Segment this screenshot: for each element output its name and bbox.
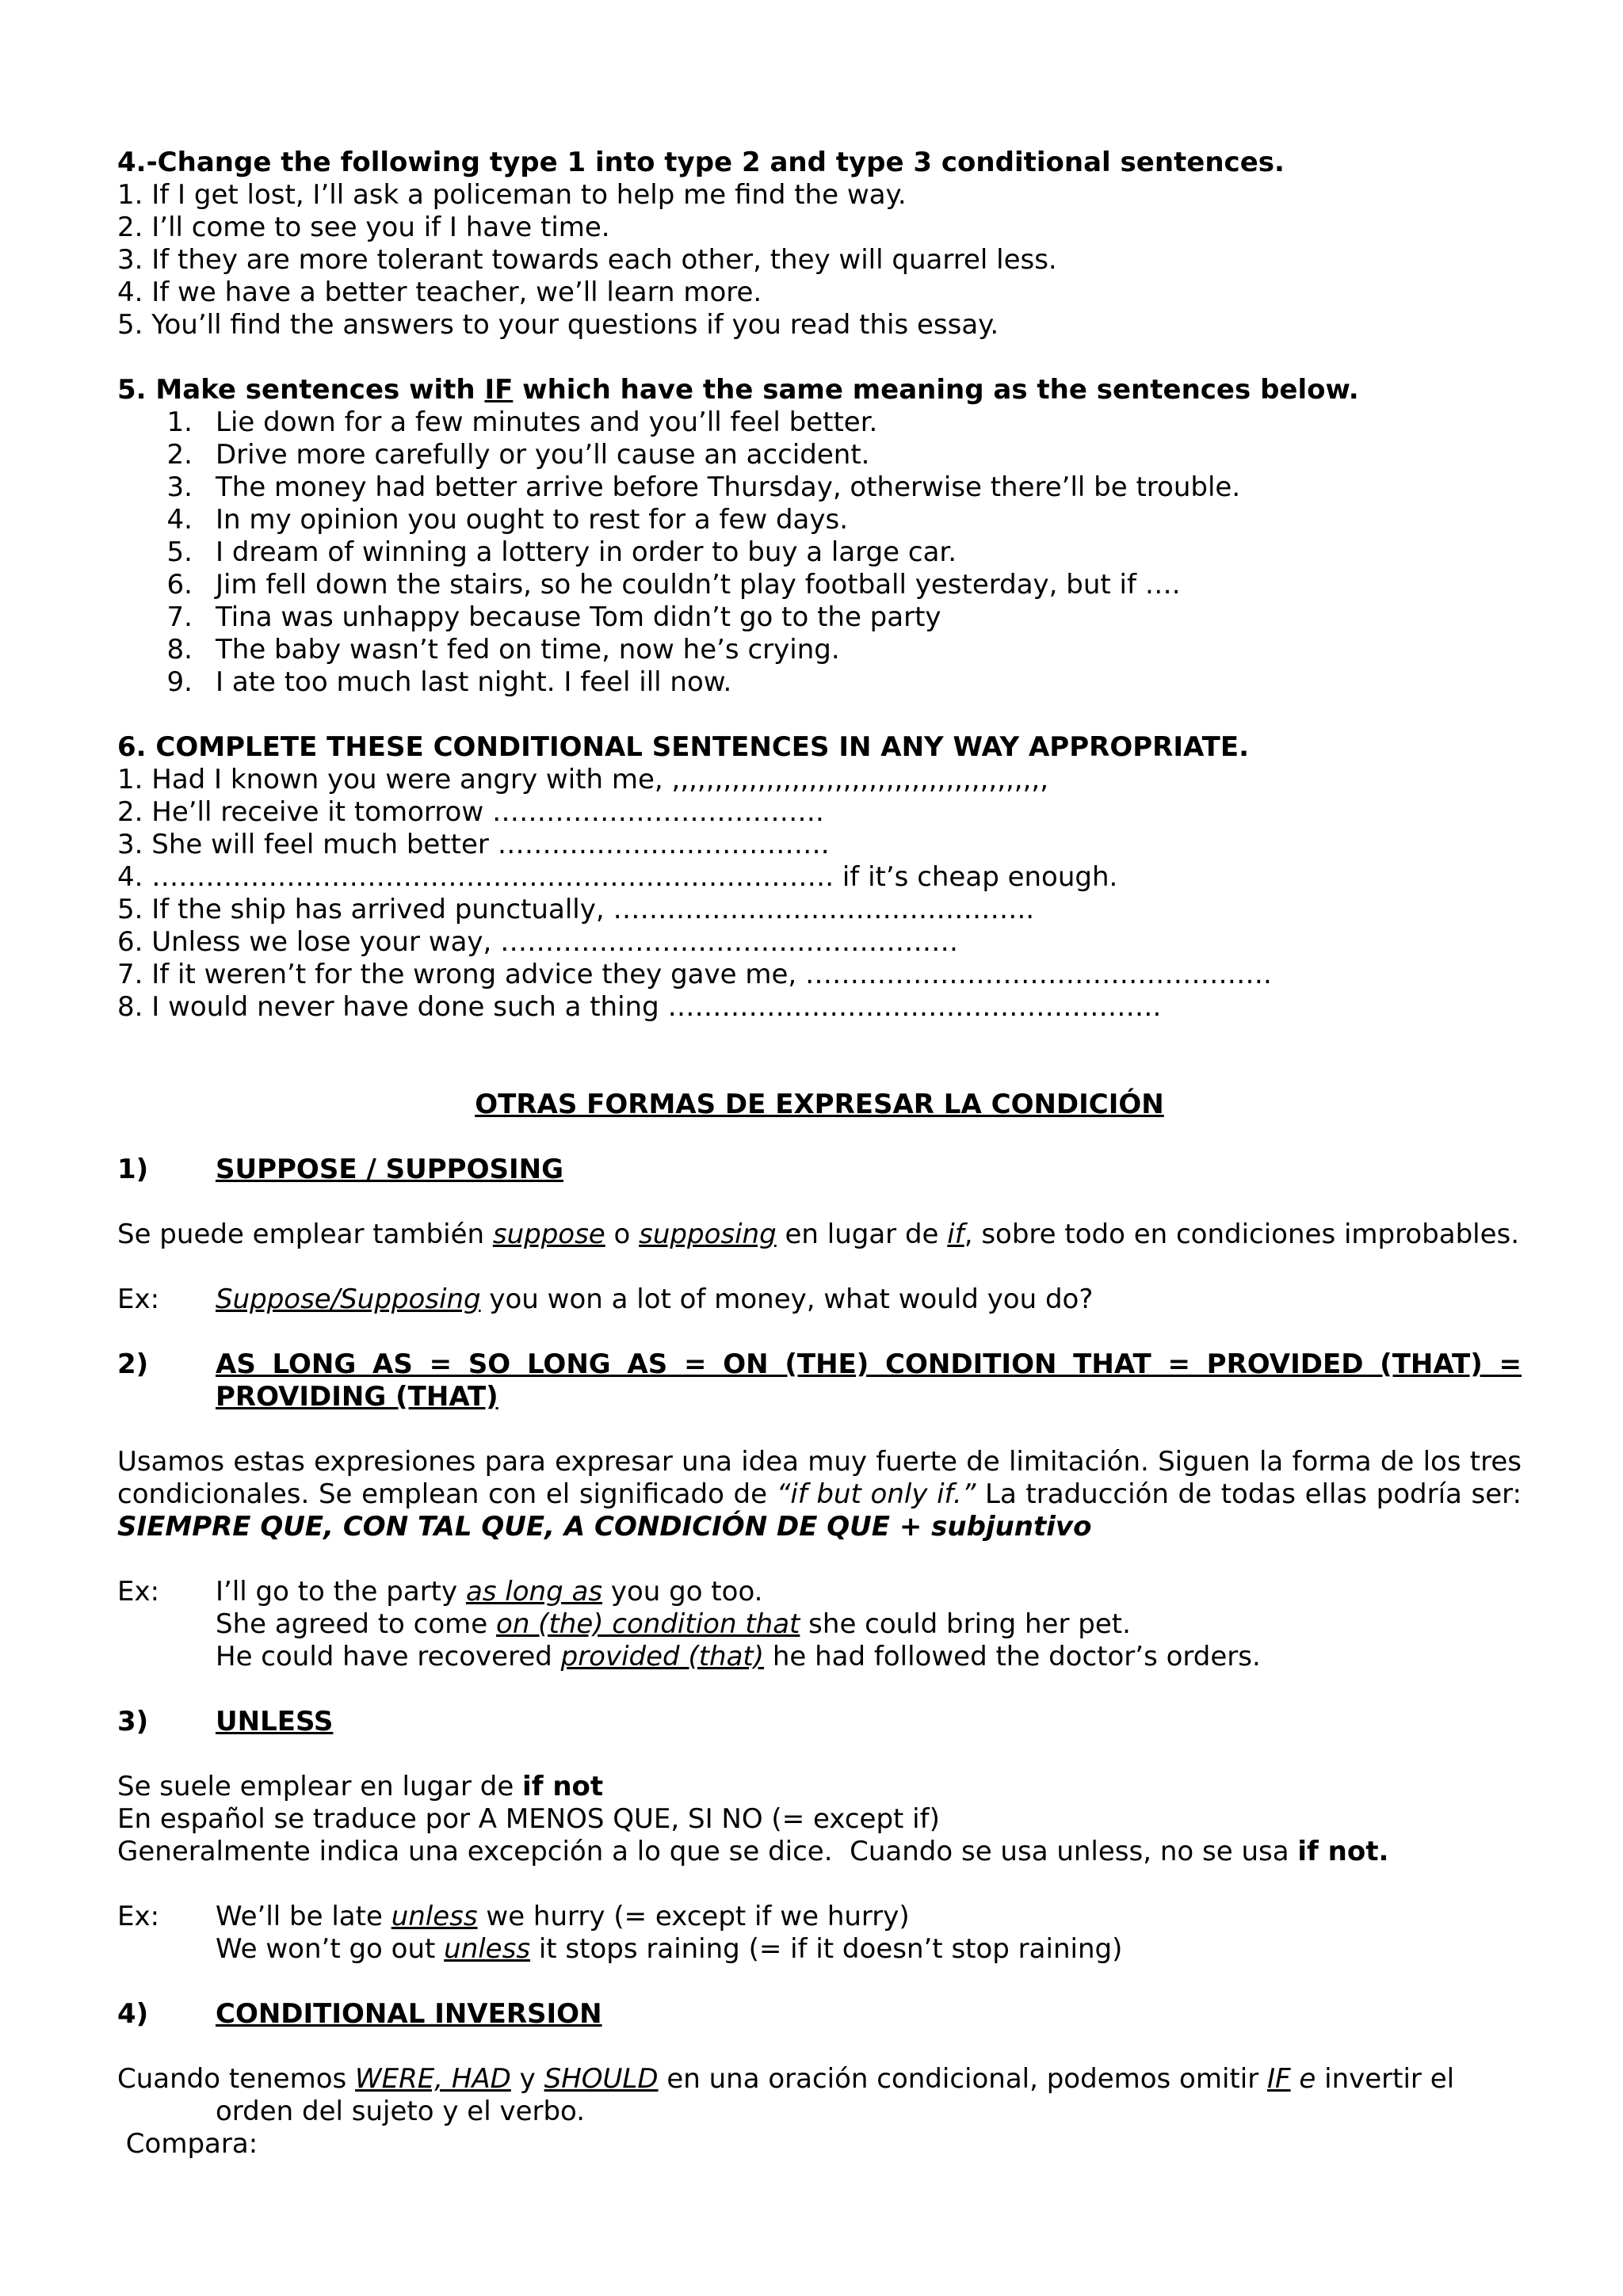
exercise-6-item: 2. He’ll receive it tomorrow ………………………………. [117,796,824,828]
exercise-4-heading: 4.-Change the following type 1 into type 2 and type 3 conditional sentences. [117,147,1285,178]
suppose-example: Ex: Suppose/Supposing you won a lot of money, what would you do? [117,1283,1094,1315]
document-page [117,147,1522,2161]
list-item: 2. Drive more carefully or you’ll cause an accident. [166,439,870,471]
exercise-4-item: 4. If we have a better teacher, we’ll learn more. [117,277,762,308]
exercise-6-item: 4. …………………………………………………………………. if it’s cheap enough. [117,861,1118,893]
list-item: 7. Tina was unhappy because Tom didn’t go to the party [166,601,941,633]
as-long-as-paragraph: Usamos estas expresiones para expresar una idea muy fuerte de limitación. Siguen la forma de los tres condicionales. Se emplean con el significado de “if but only if.” La traducción de todas ellas podría ser: SIEMPRE QUE, CON TAL QUE, A CONDICIÓN DE QUE + subjuntivo [117,1446,1522,1543]
exercise-6-item: 8. I would never have done such a thing ………………………………………………. [117,991,1162,1023]
exercise-4-item: 2. I’ll come to see you if I have time. [117,212,610,243]
subsection-heading-suppose: 1) SUPPOSE / SUPPOSING [117,1154,563,1185]
exercise-5-heading: 5. Make sentences with IF which have the same meaning as the sentences below. [117,374,1359,406]
exercise-4-item: 3. If they are more tolerant towards each other, they will quarrel less. [117,244,1057,276]
unless-line: Generalmente indica una excepción a lo que se dice. Cuando se usa unless, no se usa if not. [117,1836,1389,1867]
exercise-6-heading: 6. COMPLETE THESE CONDITIONAL SENTENCES IN ANY WAY APPROPRIATE. [117,731,1249,763]
list-item: 4. In my opinion you ought to rest for a few days. [166,504,849,536]
list-item: 3. The money had better arrive before Thursday, otherwise there’ll be trouble. [166,471,1241,503]
subsection-heading-unless: 3) UNLESS [117,1706,334,1737]
exercise-6-item: 7. If it weren’t for the wrong advice they gave me, ……………………………………………. [117,959,1272,990]
exercise-4-item: 5. You’ll find the answers to your questions if you read this essay. [117,309,999,341]
list-item: 6. Jim fell down the stairs, so he couldn’t play football yesterday, but if …. [166,569,1181,601]
subsection-heading-as-long-as: 2) AS LONG AS = SO LONG AS = ON (THE) CONDITION THAT = PROVIDED (THAT) = PROVIDING (THAT) [117,1348,1522,1413]
section-title: OTRAS FORMAS DE EXPRESAR LA CONDICIÓN [475,1089,1164,1120]
unless-line: Se suele emplear en lugar de if not [117,1771,604,1802]
unless-line: En español se traduce por A MENOS QUE, SI NO (= except if) [117,1803,940,1835]
list-item: 5. I dream of winning a lottery in order to buy a large car. [166,536,957,568]
suppose-paragraph: Se puede emplear también suppose o supposing en lugar de if, sobre todo en condiciones improbables. [117,1219,1520,1250]
compara-label: Compara: [117,2128,258,2160]
list-item: 9. I ate too much last night. I feel ill now. [166,666,732,698]
subsection-heading-conditional-inversion: 4) CONDITIONAL INVERSION [117,1998,602,2030]
exercise-6-item: 3. She will feel much better ………………………………. [117,829,830,860]
exercise-6-item: 6. Unless we lose your way, …………………………………………… [117,926,959,958]
exercise-4-item: 1. If I get lost, I’ll ask a policeman to help me find the way. [117,179,907,211]
inversion-paragraph: Cuando tenemos WERE, HAD y SHOULD en una oración condicional, podemos omitir IF e invertir el orden del sujeto y el verbo. [117,2063,1455,2127]
exercise-5-list [117,406,1522,699]
list-item: 1. Lie down for a few minutes and you’ll feel better. [166,406,878,438]
list-item: 8. The baby wasn’t fed on time, now he’s crying. [166,634,840,666]
exercise-6-item: 5. If the ship has arrived punctually, ……………………………………….. [117,894,1035,925]
as-long-as-examples: Ex: I’ll go to the party as long as you go too. She agreed to come on (the) condition that she could bring her pet. He could have recovered provided (that) he had followed the doctor’s orders. [117,1576,1261,1672]
exercise-6-item: 1. Had I known you were angry with me, ,,,,,,,,,,,,,,,,,,,,,,,,,,,,,,,,,,,,,,,,,,,, [117,764,1049,795]
unless-examples: Ex: We’ll be late unless we hurry (= except if we hurry) We won’t go out unless it stops raining (= if it doesn’t stop raining) [117,1901,1123,1965]
